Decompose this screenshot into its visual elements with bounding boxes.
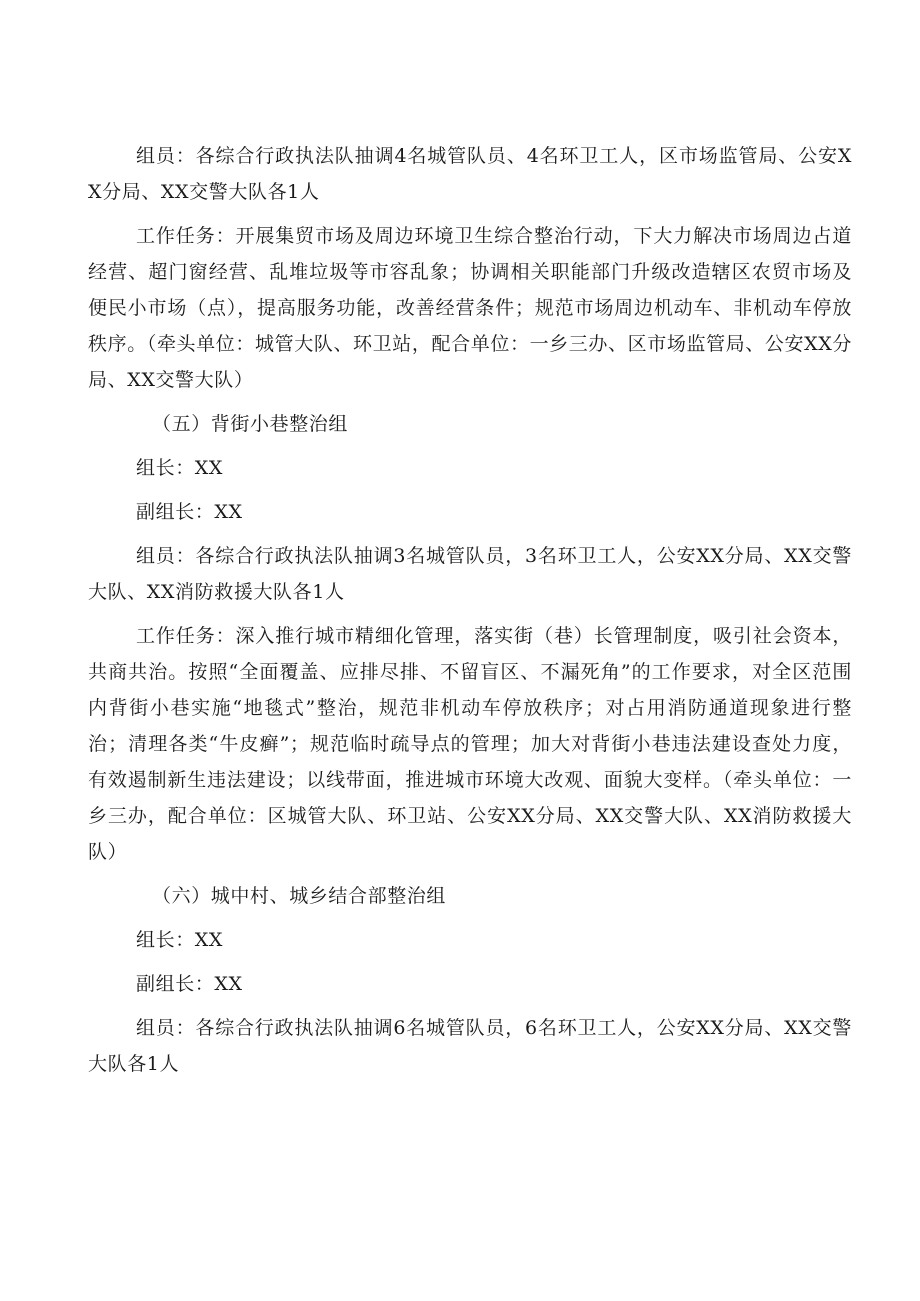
tasks-group-4: 工作任务：开展集贸市场及周边环境卫生综合整治行动，下大力解决市场周边占道经营、超门窗经营、乱堆垃圾等市容乱象；协调相关职能部门升级改造辖区农贸市场及便民小市场（点），提高服务功能，改善经营条件；规范市场周边机动车、非机动车停放秩序。（牵头单位：城管大队、环卫站，配合单位：一乡三办、区市场监管局、公安XX分局、XX交警大队） (88, 225, 852, 391)
members-group-4: 组员：各综合行政执法队抽调4名城管队员、4名环卫工人，区市场监管局、公安XX分局、XX交警大队各1人 (88, 145, 852, 203)
document-page (88, 138, 852, 1090)
members-group-6: 组员：各综合行政执法队抽调6名城管队员，6名环卫工人，公安XX分局、XX交警大队各1人 (88, 1017, 852, 1075)
section-5-heading: （五）背街小巷整治组 (152, 413, 349, 435)
tasks-group-5: 工作任务：深入推行城市精细化管理，落实街（巷）长管理制度，吸引社会资本，共商共治。按照“全面覆盖、应排尽排、不留盲区、不漏死角”的工作要求，对全区范围内背街小巷实施“地毯式”整治，规范非机动车停放秩序；对占用消防通道现象进行整治；清理各类“牛皮癣”；规范临时疏导点的管理；加大对背街小巷违法建设查处力度，有效遏制新生违法建设；以线带面，推进城市环境大改观、面貌大变样。（牵头单位：一乡三办，配合单位：区城管大队、环卫站、公安XX分局、XX交警大队、XX消防救援大队） (88, 625, 852, 863)
deputy-leader-group-6: 副组长：XX (136, 973, 243, 995)
leader-group-6: 组长：XX (136, 929, 224, 951)
deputy-leader-group-5: 副组长：XX (136, 501, 243, 523)
leader-group-5: 组长：XX (136, 457, 224, 479)
section-6-heading: （六）城中村、城乡结合部整治组 (152, 885, 447, 907)
members-group-5: 组员：各综合行政执法队抽调3名城管队员，3名环卫工人，公安XX分局、XX交警大队、XX消防救援大队各1人 (88, 545, 852, 603)
